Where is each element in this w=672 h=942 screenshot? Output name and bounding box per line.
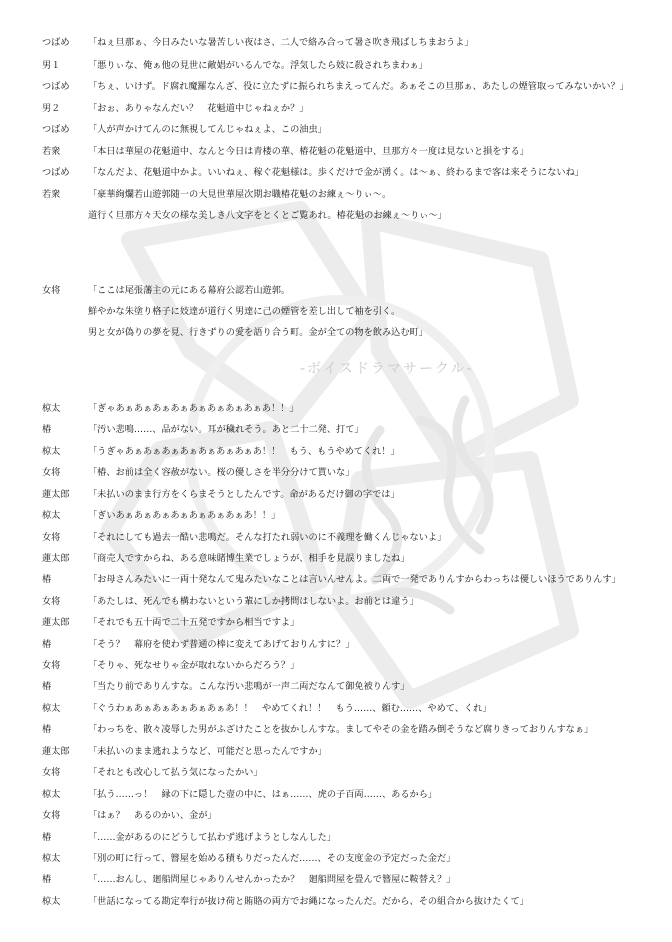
dialogue-text: 「ちぇ、いけず。ド腐れ魔羅なんざ、役に立たずに振られちまえってんだ。あぁそこの旦那ぁ、あたしの煙管取ってみないかい？」 (88, 81, 629, 92)
speaker-name: 椿 (42, 424, 52, 435)
dialogue-text: 「本日は華屋の花魁道中、なんと今日は青楼の華、椿花魁の花魁道中、旦那方々一度は見ないと損をする」 (88, 146, 529, 157)
speaker-name: 椋太 (42, 853, 61, 864)
dialogue-line (0, 614, 672, 632)
dialogue-line (0, 850, 672, 868)
dialogue-text: 「ぎゃあぁあぁあぁあぁあぁあぁあぁあぁあ！！」 (88, 403, 299, 414)
dialogue-line (0, 678, 672, 696)
dialogue-line (0, 282, 672, 300)
dialogue-line (0, 100, 672, 118)
dialogue-line (0, 486, 672, 504)
dialogue-line (0, 143, 672, 161)
dialogue-text: 「お母さんみたいに一両十発なんて鬼みたいなことは言いんせんよ。二両で一発でありんすからわっちは優しいほうでありんす」 (88, 574, 621, 585)
dialogue-line (0, 507, 672, 525)
speaker-name: 椿 (42, 832, 52, 843)
dialogue-line (0, 400, 672, 418)
dialogue-text: 「はぁ？ あるのかい、金が」 (88, 810, 217, 821)
speaker-name: 蓮太郎 (42, 489, 70, 500)
speaker-name: 椋太 (42, 703, 61, 714)
dialogue-text: 「ぐうわぁあぁあぁあぁあぁあぁあ！！ やめてくれ！！ もう……、頼む……、やめて、くれ」 (88, 703, 492, 714)
dialogue-line (0, 657, 672, 675)
dialogue-line (0, 893, 672, 911)
speaker-name: 女将 (42, 767, 61, 778)
dialogue-line (0, 57, 672, 75)
dialogue-text: 「世話になってる勘定奉行が抜け荷と賄賂の両方でお縄になったんだ。だから、その組合から抜けたくて」 (88, 896, 529, 907)
speaker-name: 男２ (42, 103, 61, 114)
speaker-name: 蓮太郎 (42, 553, 70, 564)
dialogue-text: 「なんだよ、花魁道中かよ。いいねぇ、稼ぐ花魁様は。歩くだけで金が湧く。は～ぁ、終わるまで客は来そうにないね」 (88, 167, 584, 178)
dialogue-text: 鮮やかな朱塗り格子に妓達が道行く男達に己の煙管を差し出して袖を引く。 (88, 306, 401, 317)
speaker-name: つばめ (42, 167, 70, 178)
speaker-name: 椋太 (42, 446, 61, 457)
speaker-name: 椋太 (42, 789, 61, 800)
dialogue-text: 「豪華絢爛若山遊郭随一の大見世華屋次期お職椿花魁のお練ぇ～りぃ～。 (88, 189, 392, 200)
dialogue-text: 「当たり前でありんすな。こんな汚い悲鳴が一声二両だなんて御免被りんす」 (88, 681, 410, 692)
dialogue-text: 「うぎゃあぁあぁあぁあぁあぁあぁあぁあ！！ もう、もうやめてくれ！」 (88, 446, 400, 457)
dialogue-text: 「おぉ、ありゃなんだい？ 花魁道中じゃねぇか？」 (88, 103, 309, 114)
dialogue-line (0, 807, 672, 825)
dialogue-line (0, 743, 672, 761)
dialogue-line (0, 529, 672, 547)
speaker-name: 椋太 (42, 510, 61, 521)
speaker-name: つばめ (42, 37, 70, 48)
dialogue-text: 「……おんし、廻船問屋じゃありんせんかったか？ 廻船問屋を畳んで簪屋に鞍替え？」 (88, 874, 456, 885)
dialogue-line (0, 829, 672, 847)
dialogue-line (0, 571, 672, 589)
speaker-name: つばめ (42, 81, 70, 92)
watermark-text: -ボイスドラマサークル- (300, 361, 474, 377)
speaker-name: 椿 (42, 874, 52, 885)
dialogue-text: 「汚い悲鳴……、品がない。耳が穢れそう。あと二十二発、打て」 (88, 424, 364, 435)
speaker-name: 椿 (42, 724, 52, 735)
speaker-name: 蓮太郎 (42, 746, 70, 757)
dialogue-text: 道行く旦那方々天女の様な美しき八文字をとくとご覧あれ。椿花魁のお練ぇ～りぃ～」 (88, 210, 447, 221)
speaker-name: 蓮太郎 (42, 617, 70, 628)
speaker-name: 女将 (42, 285, 61, 296)
dialogue-text: 「そりゃ、死なせりゃ金が取れないからだろう？」 (88, 660, 300, 671)
dialogue-line (0, 164, 672, 182)
dialogue-line (0, 700, 672, 718)
speaker-name: つばめ (42, 124, 70, 135)
dialogue-text: 「椿、お前は全く容赦がない。桜の優しさを半分分けて貰いな」 (88, 467, 355, 478)
dialogue-text: 「あたしは、死んでも構わないという輩にしか拷問はしないよ。お前とは違う」 (88, 596, 419, 607)
dialogue-text: 「それでも五十両で二十五発ですから相当ですよ」 (88, 617, 300, 628)
dialogue-line (0, 303, 672, 321)
dialogue-line (0, 764, 672, 782)
speaker-name: 若衆 (42, 146, 61, 157)
speaker-name: 女将 (42, 660, 61, 671)
dialogue-text: 「それとも改心して払う気になったかい」 (88, 767, 263, 778)
dialogue-line (0, 186, 672, 204)
dialogue-line (0, 324, 672, 342)
dialogue-text: 「払う……っ！ 縁の下に隠した壺の中に、はぁ……、虎の子百両……、あるから」 (88, 789, 438, 800)
speaker-name: 椋太 (42, 403, 61, 414)
dialogue-line (0, 786, 672, 804)
speaker-name: 女将 (42, 532, 61, 543)
dialogue-text: 「わっちを、散々凌辱した男がふざけたことを抜かしんすな。ましてやその金を踏み倒そうなど腐りきっておりんすなぁ」 (88, 724, 594, 735)
dialogue-text: 「ここは尾張藩主の元にある幕府公認若山遊郭。 (88, 285, 291, 296)
dialogue-line (0, 593, 672, 611)
speaker-name: 椿 (42, 574, 52, 585)
dialogue-line (0, 207, 672, 225)
dialogue-text: 「……金があるのにどうして払わず逃げようとしなんした」 (88, 832, 337, 843)
speaker-name: 男１ (42, 60, 61, 71)
dialogue-text: 男と女が偽りの夢を見、行きずりの愛を語り合う町。金が全ての物を飲み込む町」 (88, 327, 428, 338)
dialogue-line (0, 421, 672, 439)
speaker-name: 椿 (42, 681, 52, 692)
dialogue-line (0, 721, 672, 739)
dialogue-text: 「ねぇ旦那ぁ、今日みたいな暑苦しい夜はさ、二人で絡み合って暑さ吹き飛ばしちまおうよ」 (88, 37, 474, 48)
dialogue-text: 「悪りぃな、俺ぁ他の見世に敵娼がいるんでな。浮気したら妓に殺されちまわぁ」 (88, 60, 428, 71)
dialogue-line (0, 34, 672, 52)
dialogue-line (0, 121, 672, 139)
speaker-name: 若衆 (42, 189, 61, 200)
dialogue-text: 「商売人ですからね、ある意味賭博生業でしょうが、相手を見誤りましたね」 (88, 553, 410, 564)
speaker-name: 椿 (42, 639, 52, 650)
dialogue-text: 「人が声かけてんのに無視してんじゃねぇよ、この油虫」 (88, 124, 327, 135)
dialogue-text: 「未払いのまま行方をくらまそうとしたんです。命があるだけ御の字では」 (88, 489, 400, 500)
dialogue-line (0, 443, 672, 461)
speaker-name: 女将 (42, 596, 61, 607)
dialogue-text: 「そう？ 幕府を使わず普通の棒に変えてあげておりんすに？」 (88, 639, 355, 650)
dialogue-text: 「別の町に行って、簪屋を始める積もりだったんだ……、その支度金の予定だった金だ」 (88, 853, 456, 864)
dialogue-text: 「ぎいあぁあぁあぁあぁあぁあぁあぁあ！！」 (88, 510, 281, 521)
dialogue-line (0, 78, 672, 96)
speaker-name: 女将 (42, 810, 61, 821)
dialogue-text: 「未払いのまま逃れようなど、可能だと思ったんですか」 (88, 746, 327, 757)
dialogue-line (0, 636, 672, 654)
dialogue-line (0, 464, 672, 482)
dialogue-line (0, 871, 672, 889)
dialogue-line (0, 550, 672, 568)
dialogue-text: 「それにしても過去一酷い悲鳴だ。そんな打たれ弱いのに不義理を働くんじゃないよ」 (88, 532, 447, 543)
speaker-name: 椋太 (42, 896, 61, 907)
speaker-name: 女将 (42, 467, 61, 478)
